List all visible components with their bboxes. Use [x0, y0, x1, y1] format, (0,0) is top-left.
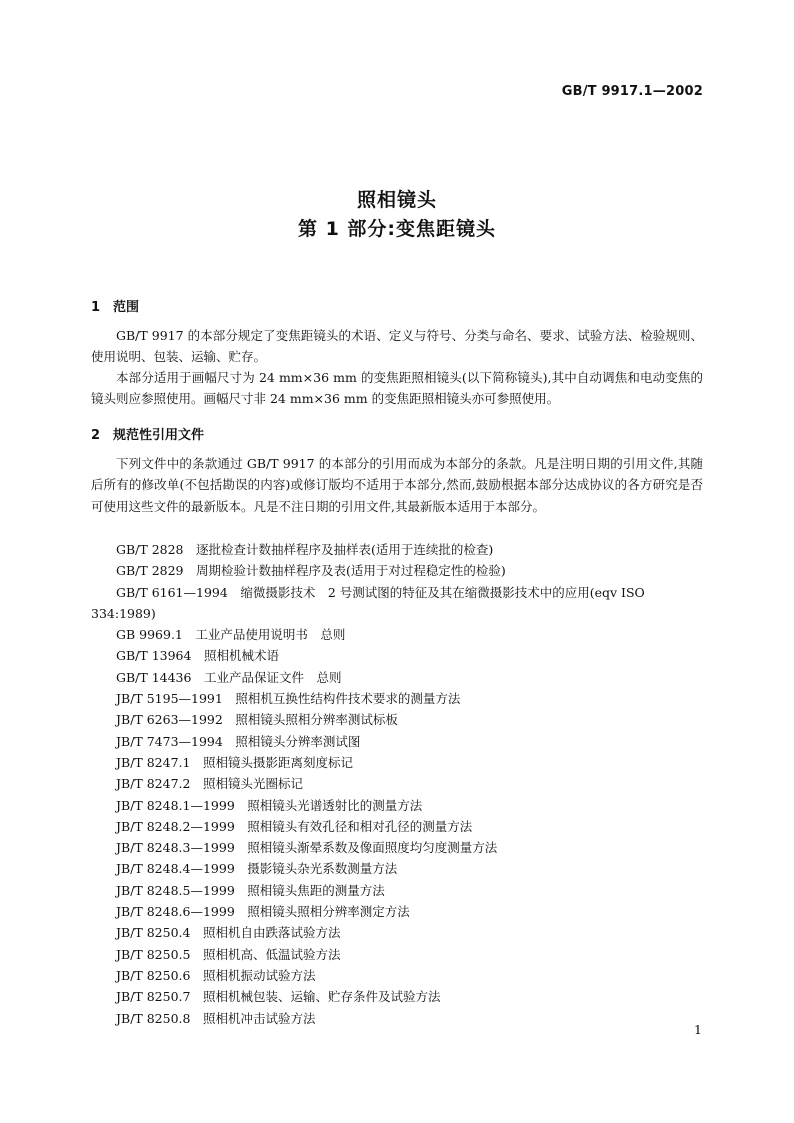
reference-item: JB/T 8250.7 照相机械包装、运输、贮存条件及试验方法 — [116, 989, 441, 1005]
reference-item: JB/T 8248.4—1999 摄影镜头杂光系数测量方法 — [116, 861, 398, 877]
reference-item: GB/T 2828 逐批检查计数抽样程序及抽样表(适用于连续批的检查) — [116, 542, 494, 557]
reference-item: JB/T 8250.5 照相机高、低温试验方法 — [116, 946, 341, 962]
reference-item: JB/T 8248.5—1999 照相镜头焦距的测量方法 — [116, 882, 385, 898]
reference-item: JB/T 8248.2—1999 照相镜头有效孔径和相对孔径的测量方法 — [116, 818, 473, 834]
reference-item: JB/T 8248.1—1999 照相镜头光谱透射比的测量方法 — [116, 797, 423, 813]
reference-item-continuation: 334:1989) — [91, 605, 156, 621]
reference-item: JB/T 8250.6 照相机振动试验方法 — [116, 967, 316, 983]
section-heading-scope: 1 范围 — [91, 300, 140, 315]
reference-item: GB/T 14436 工业产品保证文件 总则 — [116, 669, 342, 685]
document-subtitle: 第 1 部分:变焦距镜头 — [297, 218, 497, 240]
page-number: 1 — [694, 1022, 702, 1037]
reference-item: JB/T 8247.2 照相镜头光圈标记 — [116, 776, 303, 792]
reference-item: GB/T 2829 周期检验计数抽样程序及表(适用于对过程稳定性的检验) — [116, 563, 506, 579]
reference-item: JB/T 8250.8 照相机冲击试验方法 — [116, 1010, 316, 1026]
reference-item: JB/T 7473—1994 照相镜头分辨率测试图 — [116, 733, 361, 749]
document-title: 照相镜头 — [356, 189, 437, 211]
reference-item: JB/T 8248.3—1999 照相镜头渐晕系数及像面照度均匀度测量方法 — [116, 840, 498, 856]
document-id: GB/T 9917.1—2002 — [561, 84, 703, 99]
reference-item: JB/T 8248.6—1999 照相镜头照相分辨率测定方法 — [116, 904, 410, 920]
reference-list — [91, 539, 703, 1029]
reference-item: JB/T 5195—1991 照相机互换性结构件技术要求的测量方法 — [116, 691, 461, 707]
reference-item: GB/T 6161—1994 缩微摄影技术 2 号测试图的特征及其在缩微摄影技术中的应用(eqv ISO — [116, 584, 645, 600]
reference-item: GB 9969.1 工业产品使用说明书 总则 — [116, 627, 346, 643]
reference-item: JB/T 8250.4 照相机自由跌落试验方法 — [116, 925, 341, 941]
reference-item: JB/T 8247.1 照相镜头摄影距离刻度标记 — [116, 754, 353, 770]
references-intro-paragraph: 下列文件中的条款通过 GB/T 9917 的本部分的引用而成为本部分的条款。凡是注明日期的引用文件,其随后所有的修改单(不包括勘误的内容)或修订版均不适用于本部分,然而,鼓励根据本部分达成协议的各方研究是否可使用这些文件的最新版本。凡是不注日期的引用文件,其最新版本适用于本部分。 — [91, 456, 703, 514]
reference-item: JB/T 6263—1992 照相镜头照相分辨率测试标板 — [116, 712, 398, 728]
section-heading-normative-references: 2 规范性引用文件 — [91, 428, 205, 443]
reference-item: GB/T 13964 照相机械术语 — [116, 648, 279, 664]
scope-paragraph-1: GB/T 9917 的本部分规定了变焦距镜头的术语、定义与符号、分类与命名、要求、试验方法、检验规则、使用说明、包装、运输、贮存。 — [91, 328, 703, 365]
scope-paragraph-2: 本部分适用于画幅尺寸为 24 mm×36 mm 的变焦距照相镜头(以下简称镜头),其中自动调焦和电动变焦的镜头则应参照使用。画幅尺寸非 24 mm×36 mm 的变焦距照相镜头亦可参照使用。 — [91, 370, 703, 407]
